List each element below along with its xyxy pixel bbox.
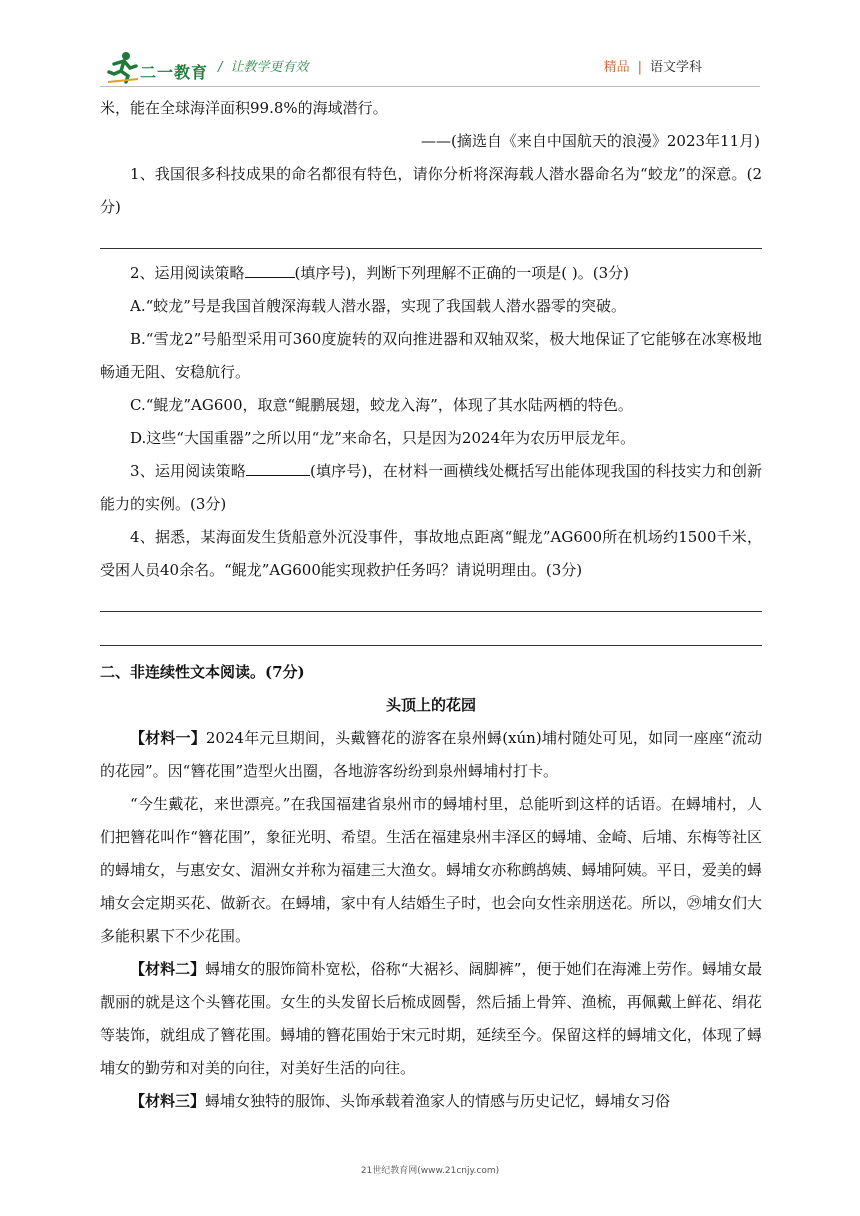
subject-tag: 语文学科 [649, 60, 702, 75]
document-body [100, 92, 762, 1118]
header-tags: 精品 | 语文学科 [603, 60, 702, 75]
section-title: 二、非连续性文本阅读。(7分) [100, 663, 305, 681]
question-1: 1、我国很多科技成果的命名都很有特色，请你分析将深海载人潜水器命名为“蛟龙”的深意。(2分) [100, 165, 762, 216]
slogan: / 让教学更有效 [218, 60, 309, 75]
fill-blank[interactable] [246, 460, 310, 476]
page-footer: 21世纪教育网(www.21cnjy.com) [360, 1166, 500, 1176]
material-2: 【材料二】蟳埔女的服饰简朴宽松，俗称“大裾衫、阔脚裤”，便于她们在海滩上劳作。蟳埔女最靓丽的就是这个头簪花围。女生的头发留长后梳成圆髻，然后插上骨笄、渔梳，再佩戴上鲜花、绢花等装饰，就组成了簪花围。蟳埔的簪花围始于宋元时期，延续至今。保留这样的蟳埔文化，体现了蟳埔女的勤劳和对美的向往，对美好生活的向往。 [100, 960, 762, 1077]
question-3: 3、运用阅读策略 (填序号)，在材料一画横线处概括写出能体现我国的科技实力和创新能力的实例。(3分) [100, 462, 762, 513]
option-a: A.“蛟龙”号是我国首艘深海载人潜水器，实现了我国载人潜水器零的突破。 [130, 297, 626, 315]
option-b: B.“雪龙2”号船型采用可360度旋转的双向推进器和双轴双桨，极大地保证了它能够在冰寒极地畅通无阻、安稳航行。 [100, 330, 762, 381]
logo-text: 二一教育 [140, 63, 209, 82]
option-d: D.这些“大国重器”之所以用“龙”来命名，只是因为2024年为农历甲辰龙年。 [130, 429, 636, 447]
material-3: 【材料三】蟳埔女独特的服饰、头饰承载着渔家人的情感与历史记忆，蟳埔女习俗 [130, 1092, 671, 1110]
question-2: 2、运用阅读策略 (填序号)，判断下列理解不正确的一项是( )。(3分) [130, 264, 629, 282]
quality-tag: 精品 [603, 60, 630, 75]
option-c: C.“鲲龙”AG600，取意“鲲鹏展翅，蛟龙入海”，体现了其水陆两栖的特色。 [130, 396, 633, 414]
header-divider [100, 86, 760, 87]
logo [106, 50, 216, 84]
paragraph: 米，能在全球海洋面积99.8%的海域潜行。 [100, 99, 388, 117]
material-1-paragraph-2: “今生戴花，来世漂亮。”在我国福建省泉州市的蟳埔村里，总能听到这样的话语。在蟳埔村，人们把簪花叫作“簪花围”，象征光明、希望。生活在福建泉州丰泽区的蟳埔、金崎、后埔、东梅等社区的蟳埔女，与惠安女、湄洲女并称为福建三大渔女。蟳埔女亦称鹧鸪姨、蟳埔阿姨。平日，爱美的蟳埔女会定期买花、做新衣。在蟳埔，家中有人结婚生子时，也会向女性亲朋送花。所以，㉙埔女们大多能积累下不少花围。 [100, 795, 762, 945]
article-title: 头顶上的花园 [385, 696, 476, 714]
fill-blank[interactable] [245, 262, 295, 278]
runner-icon [106, 50, 140, 84]
slogan-text: 让教学更有效 [230, 60, 309, 75]
source-citation: ——(摘选自《来自中国航天的浪漫》2023年11月) [421, 132, 760, 150]
page-header [100, 46, 760, 86]
material-1: 【材料一】2024年元旦期间，头戴簪花的游客在泉州蟳(xún)埔村随处可见，如同一座座“流动的花园”。因“簪花围”造型火出圈，各地游客纷纷到泉州蟳埔村打卡。 [100, 729, 762, 780]
question-4: 4、据悉，某海面发生货船意外沉没事件，事故地点距离“鲲龙”AG600所在机场约1500千米，受困人员40余名。“鲲龙”AG600能实现救护任务吗？请说明理由。(3分) [100, 528, 762, 579]
